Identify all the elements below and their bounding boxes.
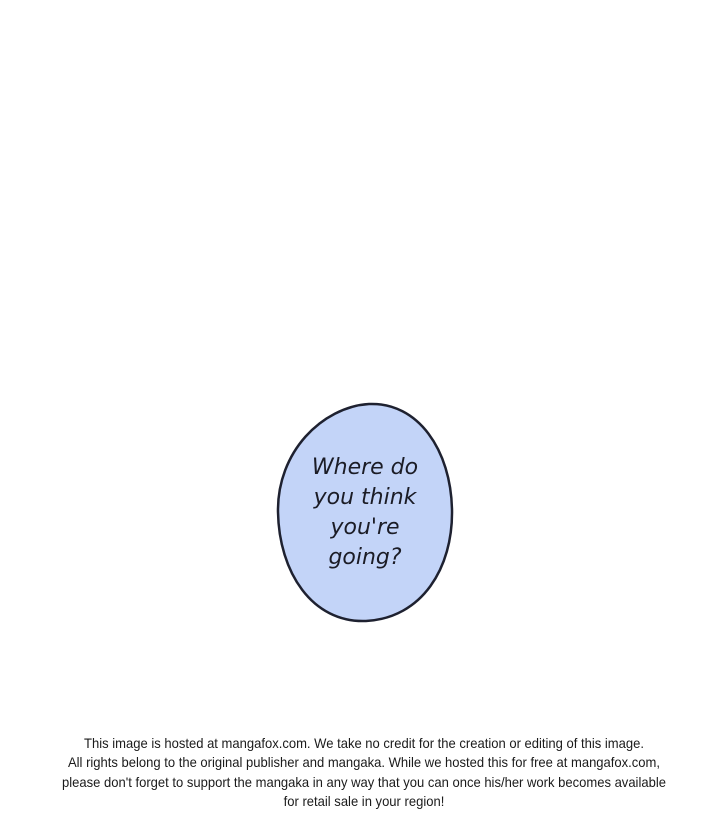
speech-bubble-line: going? <box>328 545 402 570</box>
speech-bubble-text <box>274 400 456 624</box>
disclaimer-line: please don't forget to support the mangaka in any way that you can once his/her work becomes available <box>62 773 666 790</box>
speech-bubble-line: you're <box>330 515 400 540</box>
disclaimer-line: All rights belong to the original publisher and mangaka. While we hosted this for free at mangafox.com, <box>67 754 661 771</box>
disclaimer-line: This image is hosted at mangafox.com. We take no credit for the creation or editing of this image. <box>84 735 644 751</box>
speech-bubble-line: Where do <box>311 455 419 480</box>
speech-bubble <box>274 400 456 624</box>
speech-bubble-line: you think <box>313 485 417 510</box>
disclaimer-line: for retail sale in your region! <box>283 792 445 809</box>
hosting-disclaimer <box>25 734 702 811</box>
